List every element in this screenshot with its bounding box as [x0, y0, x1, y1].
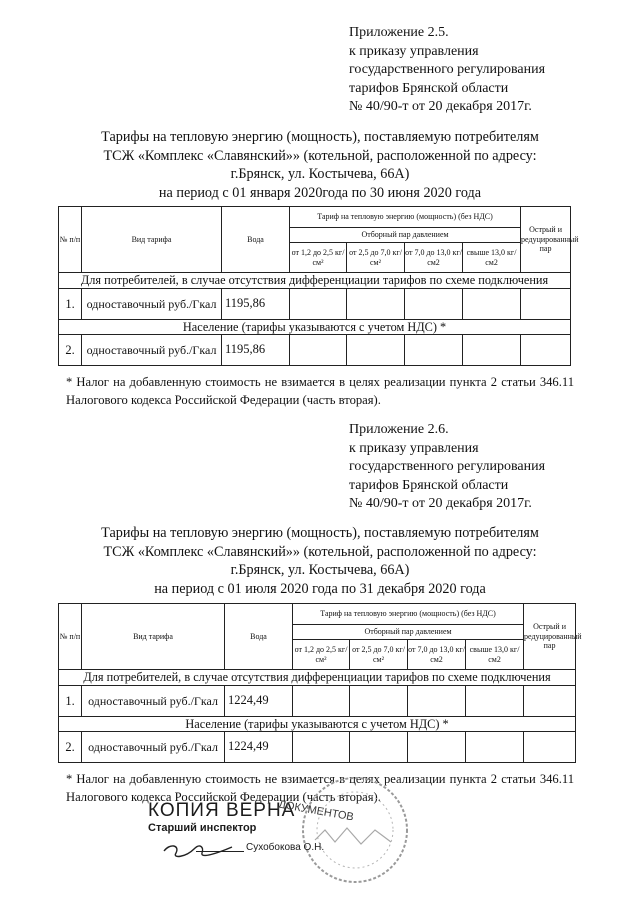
empty-cell	[521, 289, 571, 320]
tariff-title-1	[0, 128, 640, 202]
title-line: г.Брянск, ул. Костычева, 66А)	[230, 166, 410, 182]
title-line: на период с 01 июля 2020 года по 31 декабря 2020 года	[154, 580, 486, 597]
empty-cell	[463, 335, 521, 366]
table-row	[59, 732, 576, 763]
row-type: одноставочный руб./Гкал	[82, 289, 222, 320]
table-row	[59, 335, 571, 366]
section-row-2: Население (тарифы указываются с учетом НДС) *	[59, 717, 576, 732]
empty-cell	[466, 686, 524, 717]
empty-cell	[350, 686, 408, 717]
section-row-1: Для потребителей, в случае отсутствия дифференциации тарифов по схеме подключения	[59, 273, 571, 289]
empty-cell	[408, 686, 466, 717]
table-row	[59, 289, 571, 320]
appendix-line: к приказу управления	[349, 440, 479, 456]
section-row-2: Население (тарифы указываются с учетом НДС) *	[59, 320, 571, 335]
empty-cell	[350, 732, 408, 763]
title-line: ТСЖ «Комплекс «Славянский»» (котельной, расположенной по адресу:	[103, 543, 537, 560]
row-water: 1224,49	[225, 732, 293, 763]
empty-cell	[290, 335, 347, 366]
row-num: 1.	[59, 289, 82, 320]
tariff-table-1	[58, 206, 579, 366]
empty-cell	[521, 335, 571, 366]
header-pressure-4: свыше 13,0 кг/см2	[466, 640, 524, 670]
table-row	[59, 686, 576, 717]
empty-cell	[466, 732, 524, 763]
appendix-line: № 40/90-т от 20 декабря 2017г.	[349, 496, 532, 511]
signature	[160, 835, 235, 865]
round-seal	[295, 770, 415, 890]
tariff-table-2	[58, 603, 582, 763]
empty-cell	[463, 289, 521, 320]
title-line: на период с 01 января 2020года по 30 июня 2020 года	[158, 184, 482, 201]
tariff-title-2	[0, 524, 640, 598]
empty-cell	[405, 335, 463, 366]
header-tariff-group: Тариф на тепловую энергию (мощность) (без НДС)	[293, 604, 524, 625]
row-type: одноставочный руб./Гкал	[82, 686, 225, 717]
header-pressure-1: от 1,2 до 2,5 кг/см²	[293, 640, 350, 670]
header-water: Вода	[222, 207, 290, 273]
header-water: Вода	[225, 604, 293, 670]
title-line: Тарифы на тепловую энергию (мощность), поставляемую потребителям	[101, 129, 539, 145]
stamp-round-text: ДОКУМЕНТОВ	[277, 798, 355, 824]
row-water: 1195,86	[222, 289, 290, 320]
header-pressure-4: свыше 13,0 кг/см2	[463, 243, 521, 273]
header-sharp-steam: Острый и редуцированный пар	[524, 604, 576, 670]
footnote-2: * Налог на добавленную стоимость не взимается в целях реализации пункта 2 статьи 346.11 Налогового кодекса Российской Федерации (часть вторая).	[66, 772, 574, 804]
title-line: г.Брянск, ул. Костычева, 66А)	[230, 562, 410, 578]
header-sharp-steam: Острый и редуцированный пар	[521, 207, 571, 273]
header-pressure-3: от 7,0 до 13,0 кг/см2	[405, 243, 463, 273]
empty-cell	[524, 732, 576, 763]
row-num: 1.	[59, 686, 82, 717]
header-pressure-3: от 7,0 до 13,0 кг/см2	[408, 640, 466, 670]
empty-cell	[290, 289, 347, 320]
stamp-position: Старший инспектор	[148, 822, 257, 834]
section-row-1: Для потребителей, в случае отсутствия дифференциации тарифов по схеме подключения	[59, 670, 576, 686]
appendix-header-2	[349, 421, 545, 514]
appendix-line: к приказу управления	[349, 43, 479, 59]
row-num: 2.	[59, 732, 82, 763]
title-line: Тарифы на тепловую энергию (мощность), поставляемую потребителям	[101, 525, 539, 541]
row-type: одноставочный руб./Гкал	[82, 335, 222, 366]
empty-cell	[347, 335, 405, 366]
header-pressure-2: от 2,5 до 7,0 кг/см²	[350, 640, 408, 670]
appendix-header-1	[349, 24, 545, 117]
header-num: № п/п	[59, 604, 82, 670]
header-num: № п/п	[59, 207, 82, 273]
signature-line	[196, 851, 244, 852]
stamp-name: Сухобокова О.Н.	[246, 842, 325, 853]
row-type: одноставочный руб./Гкал	[82, 732, 225, 763]
header-steam-group: Отборный пар давлением	[293, 625, 524, 640]
header-type: Вид тарифа	[82, 604, 225, 670]
header-tariff-group: Тариф на тепловую энергию (мощность) (без НДС)	[290, 207, 521, 228]
row-water: 1224,49	[225, 686, 293, 717]
appendix-line: тарифов Брянской области	[349, 477, 509, 493]
appendix-line: Приложение 2.6.	[349, 422, 449, 437]
empty-cell	[293, 686, 350, 717]
empty-cell	[405, 289, 463, 320]
empty-cell	[524, 686, 576, 717]
empty-cell	[347, 289, 405, 320]
header-type: Вид тарифа	[82, 207, 222, 273]
footnote-1: * Налог на добавленную стоимость не взимается в целях реализации пункта 2 статьи 346.11 Налогового кодекса Российской Федерации (часть вторая).	[66, 375, 574, 407]
row-water: 1195,86	[222, 335, 290, 366]
row-num: 2.	[59, 335, 82, 366]
header-steam-group: Отборный пар давлением	[290, 228, 521, 243]
appendix-line: государственного регулирования	[349, 62, 546, 77]
appendix-line: Приложение 2.5.	[349, 25, 449, 40]
empty-cell	[408, 732, 466, 763]
appendix-line: государственного регулирования	[349, 459, 546, 474]
stamp-title: КОПИЯ ВЕРНА	[148, 800, 296, 821]
empty-cell	[293, 732, 350, 763]
title-line: ТСЖ «Комплекс «Славянский»» (котельной, расположенной по адресу:	[103, 147, 537, 164]
appendix-line: № 40/90-т от 20 декабря 2017г.	[349, 99, 532, 114]
header-pressure-1: от 1,2 до 2,5 кг/см²	[290, 243, 347, 273]
header-pressure-2: от 2,5 до 7,0 кг/см²	[347, 243, 405, 273]
appendix-line: тарифов Брянской области	[349, 80, 509, 96]
